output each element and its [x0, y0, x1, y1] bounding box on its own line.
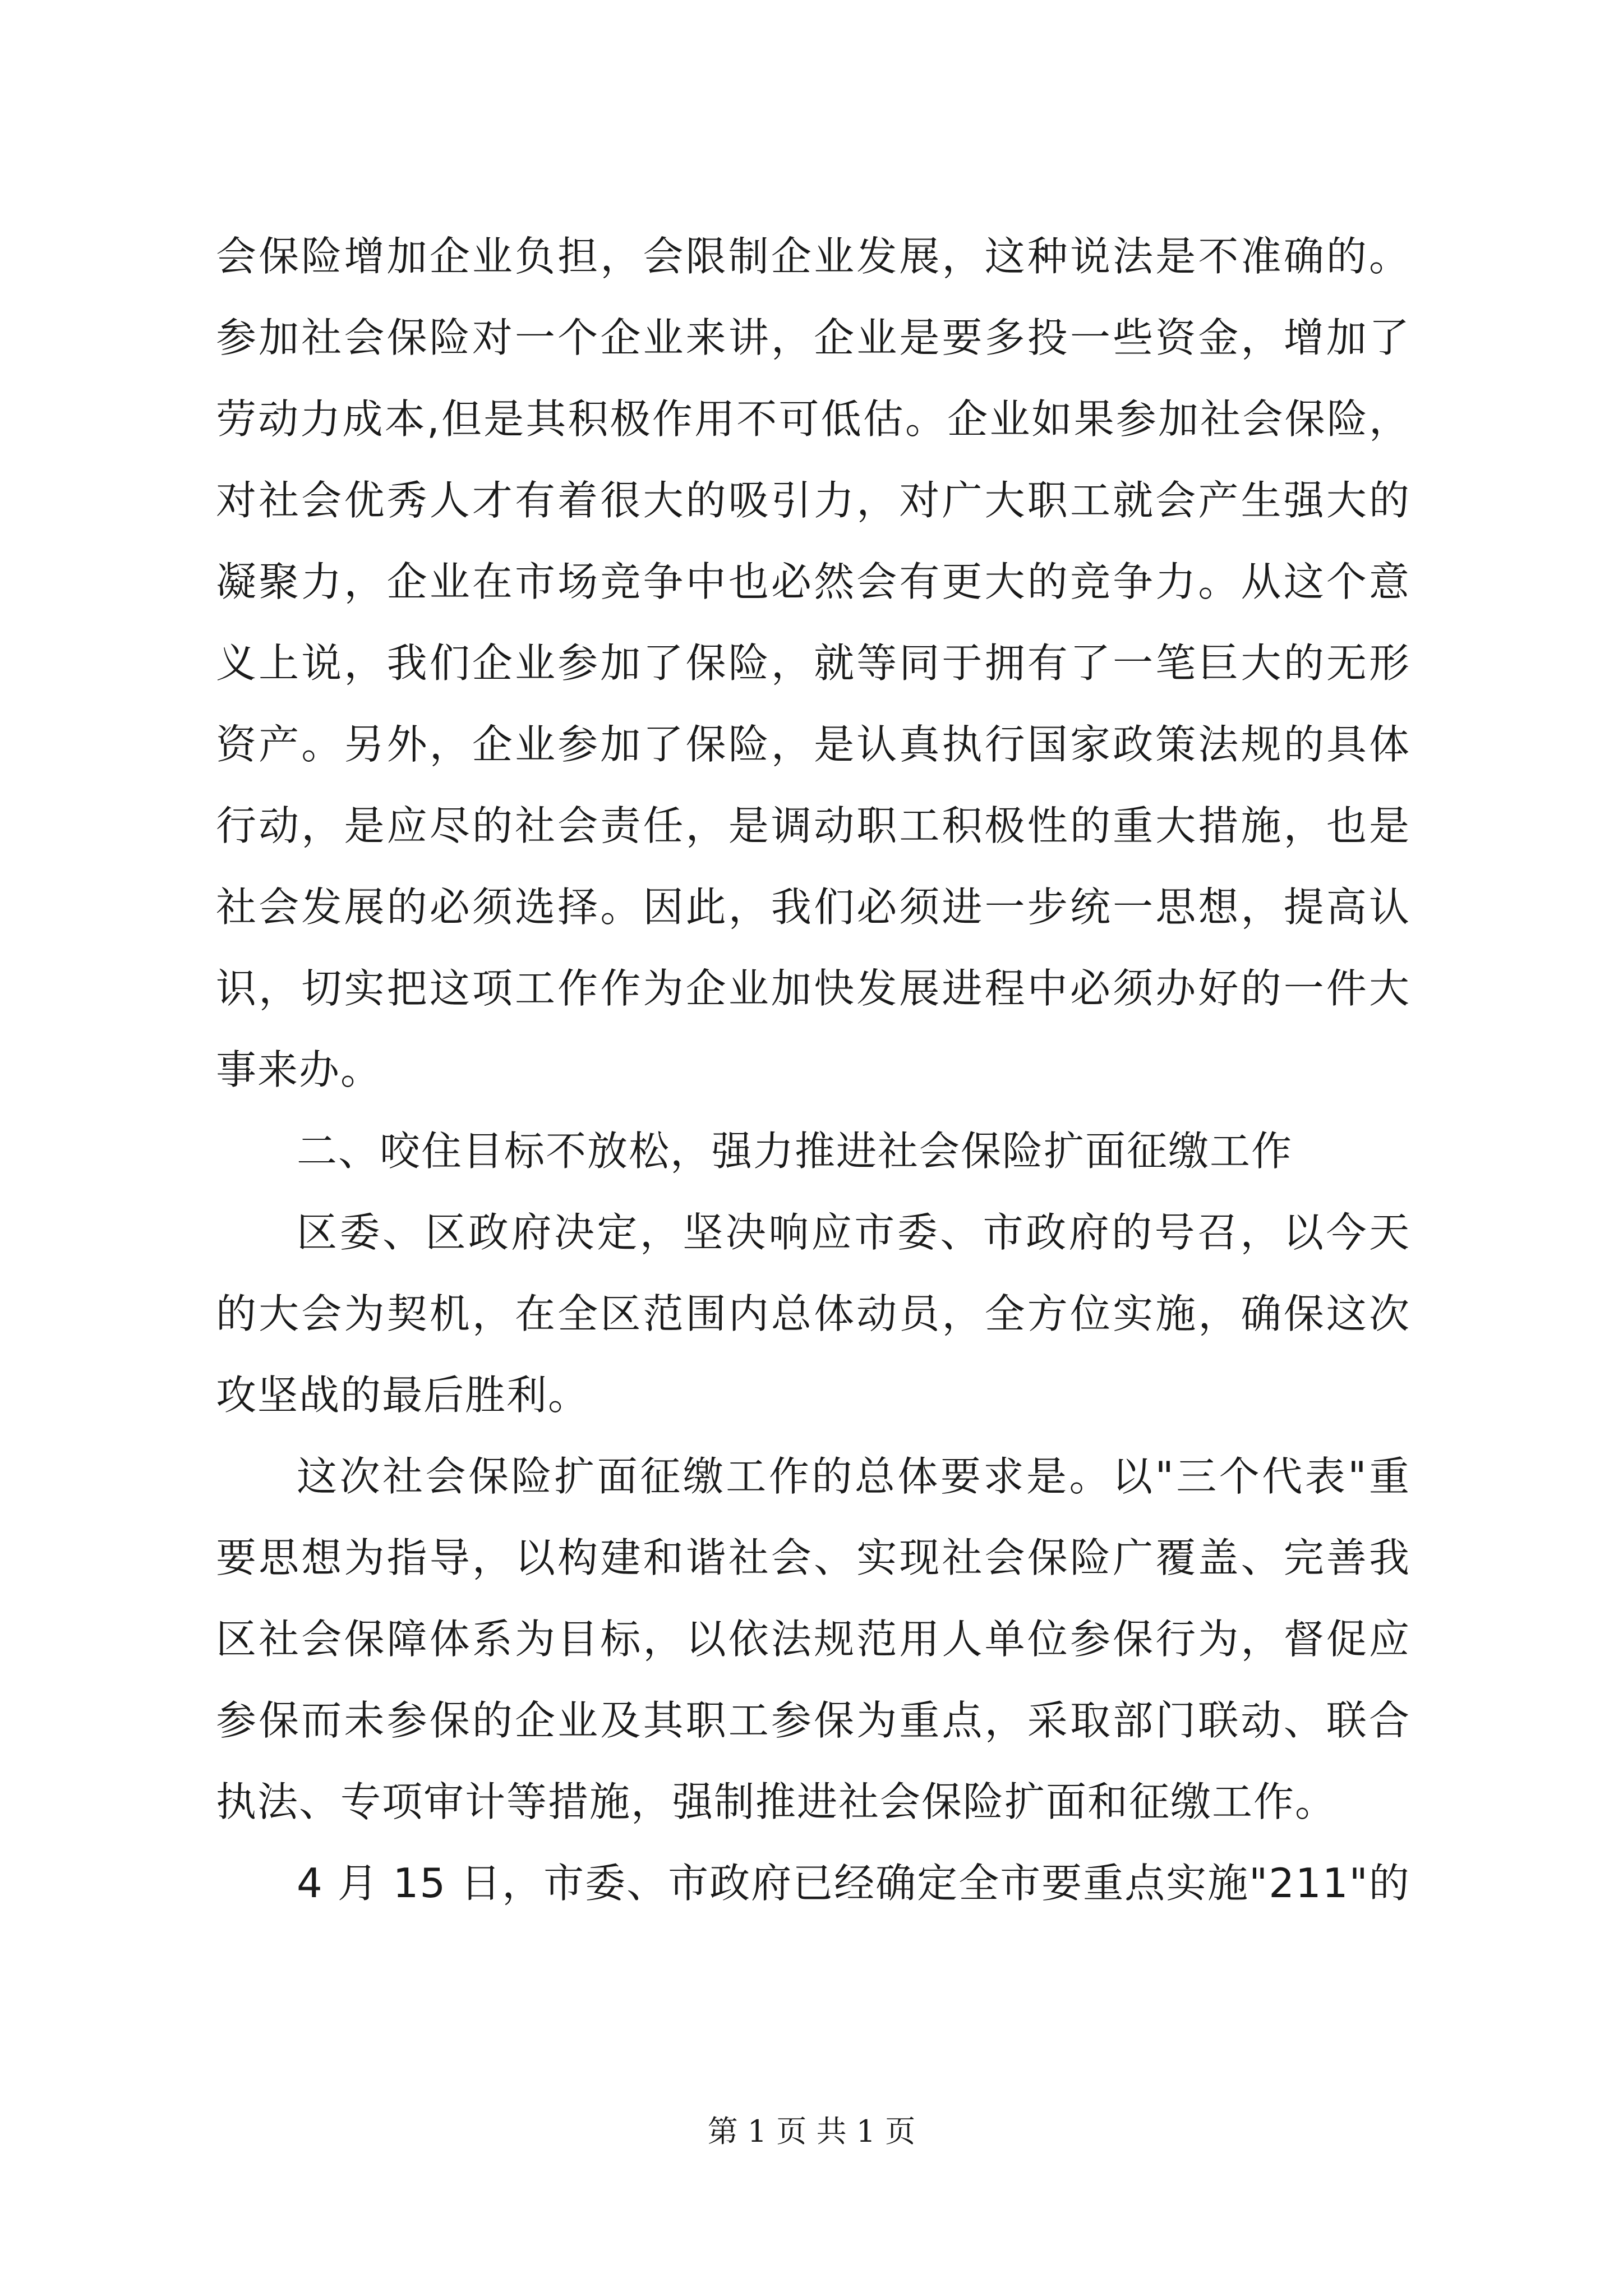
paragraph: 区委、区政府决定，坚决响应市委、市政府的号召，以今天的大会为契机，在全区范围内总体动员，全方位实施，确保这次攻坚战的最后胜利。 [216, 1209, 1410, 1419]
paragraph: 4 月 15 日，市委、市政府已经确定全市要重点实施"211"的 [297, 1860, 1410, 1907]
section-heading: 二、咬住目标不放松，强力推进社会保险扩面征缴工作 [297, 1128, 1293, 1175]
paragraph: 这次社会保险扩面征缴工作的总体要求是。以"三个代表"重要思想为指导，以构建和谐社会、实现社会保险广覆盖、完善我区社会保障体系为目标，以依法规范用人单位参保行为，督促应参保而未参保的企业及其职工参保为重点，采取部门联动、联合执法、专项审计等措施，强制推进社会保险扩面和征缴工作。 [216, 1453, 1410, 1825]
document-body [216, 216, 1410, 1924]
paragraph-continuation: 会保险增加企业负担，会限制企业发展，这种说法是不准确的。参加社会保险对一个企业来讲，企业是要多投一些资金，增加了劳动力成本,但是其积极作用不可低估。企业如果参加社会保险，对社会优秀人才有着很大的吸引力，对广大职工就会产生强大的凝聚力，企业在市场竞争中也必然会有更大的竞争力。从这个意义上说，我们企业参加了保险，就等同于拥有了一笔巨大的无形资产。另外，企业参加了保险，是认真执行国家政策法规的具体行动，是应尽的社会责任，是调动职工积极性的重大措施，也是社会发展的必须选择。因此，我们必须进一步统一思想，提高认识，切实把这项工作作为企业加快发展进程中必须办好的一件大事来办。 [216, 233, 1410, 1093]
page-footer: 第 1 页 共 1 页 [707, 2114, 916, 2149]
